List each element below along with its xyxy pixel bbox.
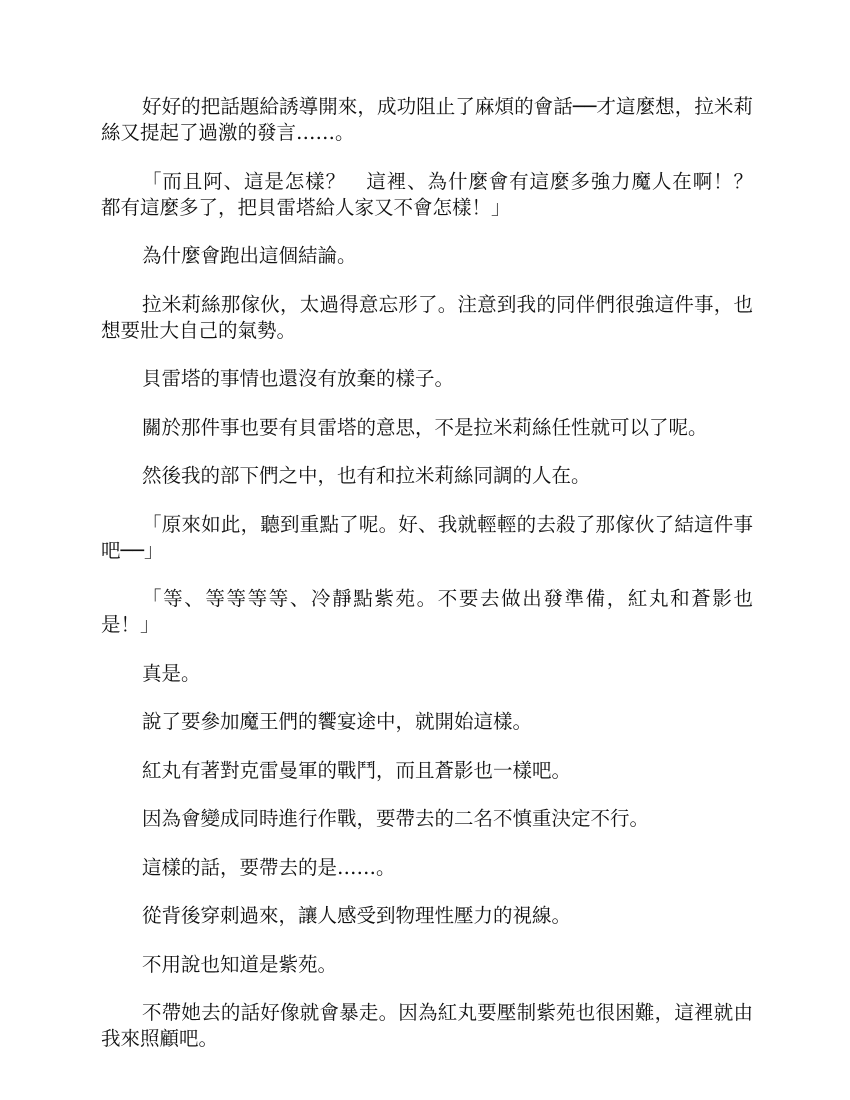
paragraph: 不帶她去的話好像就會暴走。因為紅丸要壓制紫苑也很困難，這裡就由我來照顧吧。: [101, 1001, 753, 1050]
paragraph: 真是。: [142, 661, 201, 685]
document-body: [101, 94, 773, 1075]
paragraph: 因為會變成同時進行作戰，要帶去的二名不慎重決定不行。: [142, 807, 650, 830]
paragraph: 「而且阿、這是怎樣？ 這裡、為什麼會有這麼多強力魔人在啊！？ 都有這麼多了，把貝雷塔給人家又不會怎樣！」: [101, 169, 773, 219]
paragraph: 從背後穿刺過來，讓人感受到物理性壓力的視線。: [142, 904, 572, 927]
paragraph: 「等、等等等等、冷靜點紫苑。不要去做出發準備，紅丸和蒼影也是！」: [101, 587, 753, 636]
paragraph: 好好的把話題給誘導開來，成功阻止了麻煩的會話──才這麼想，拉米莉絲又提起了過激的發言……。: [101, 95, 753, 144]
paragraph: 「原來如此，聽到重點了呢。好、我就輕輕的去殺了那傢伙了結這件事吧──」: [101, 512, 753, 562]
paragraph: 不用說也知道是紫苑。: [142, 952, 338, 976]
paragraph: 貝雷塔的事情也還沒有放棄的樣子。: [142, 367, 455, 390]
paragraph: 這樣的話，要帶去的是……。: [142, 855, 396, 879]
paragraph: 然後我的部下們之中，也有和拉米莉絲同調的人在。: [142, 464, 591, 487]
paragraph: 拉米莉絲那傢伙，太過得意忘形了。注意到我的同伴們很強這件事，也想要壯大自己的氣勢。: [101, 292, 753, 342]
paragraph: 關於那件事也要有貝雷塔的意思，不是拉米莉絲任性就可以了呢。: [142, 415, 708, 439]
paragraph: 紅丸有著對克雷曼軍的戰鬥，而且蒼影也一樣吧。: [142, 758, 572, 782]
paragraph: 為什麼會跑出這個結論。: [142, 244, 357, 267]
paragraph: 說了要參加魔王們的饗宴途中，就開始這樣。: [142, 710, 533, 733]
